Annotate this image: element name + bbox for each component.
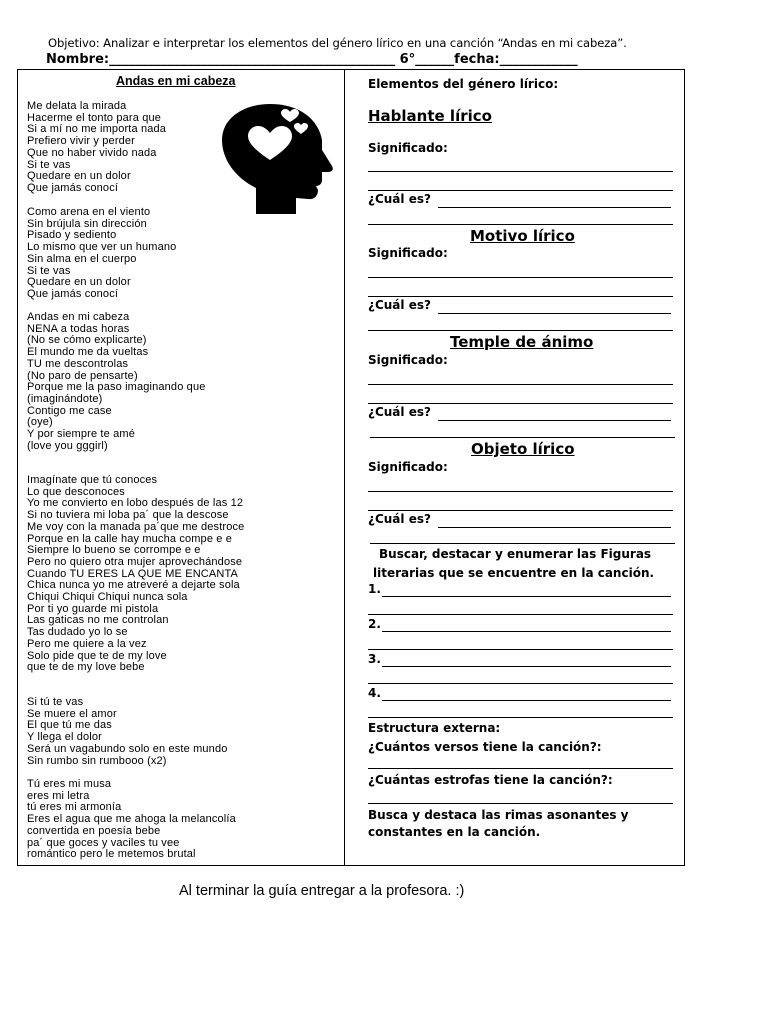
- answer-line[interactable]: [368, 384, 673, 385]
- answer-line[interactable]: [438, 420, 671, 421]
- lyrics-stanza-3: Andas en mi cabeza NENA a todas horas (No se cómo explicarte) El mundo me da vueltas TU me descontrolas (No paro de pensarte) Porque me la paso imaginando que (imaginándote) Contigo me case (oye) Y por siempre te amé (love you gggirl): [27, 311, 206, 452]
- figura-number-3: 3.: [368, 652, 381, 666]
- cual-es-label-3: ¿Cuál es?: [368, 405, 431, 419]
- rimas-instruction-line-1: Busca y destaca las rimas asonantes y: [368, 808, 629, 822]
- estrofas-question: ¿Cuántas estrofas tiene la canción?:: [368, 773, 613, 787]
- answer-line[interactable]: [368, 171, 673, 172]
- answer-line[interactable]: [368, 803, 673, 804]
- cual-es-label-4: ¿Cuál es?: [368, 512, 431, 526]
- answer-line[interactable]: [382, 596, 671, 597]
- worksheet-title: Elementos del género lírico:: [368, 77, 559, 91]
- lyrics-stanza-6: Tú eres mi musa eres mi letra tú eres mi armonía Eres el agua que me ahoga la melancolía convertida en poesía bebe pa´ que goces y vaciles tu vee romántico pero le metemos brutal: [27, 778, 236, 861]
- answer-line[interactable]: [368, 491, 673, 492]
- answer-line[interactable]: [370, 543, 675, 544]
- name-date-line: Nombre:____________________________________________ 6°______fecha:____________: [46, 52, 578, 67]
- answer-line[interactable]: [368, 330, 673, 331]
- significado-label-4: Significado:: [368, 460, 448, 474]
- answer-line[interactable]: [438, 313, 671, 314]
- heading-hablante-lirico: Hablante lírico: [368, 107, 492, 125]
- estructura-label: Estructura externa:: [368, 721, 501, 735]
- answer-line[interactable]: [368, 614, 673, 615]
- footer-note: Al terminar la guía entregar a la profesora. :): [179, 883, 465, 899]
- column-divider: [344, 69, 345, 866]
- answer-line[interactable]: [368, 717, 673, 718]
- answer-line[interactable]: [382, 666, 671, 667]
- answer-line[interactable]: [368, 403, 673, 404]
- figura-number-2: 2.: [368, 617, 381, 631]
- answer-line[interactable]: [370, 437, 675, 438]
- lyrics-stanza-1: Me delata la mirada Hacerme el tonto para que Si a mí no me importa nada Prefiero vivir y perder Que no haber vivido nada Si te vas Quedare en un dolor Que jamás conocí: [27, 100, 167, 194]
- cual-es-label-1: ¿Cuál es?: [368, 192, 431, 206]
- answer-line[interactable]: [368, 296, 673, 297]
- answer-line[interactable]: [438, 207, 671, 208]
- significado-label-3: Significado:: [368, 353, 448, 367]
- answer-line[interactable]: [368, 190, 673, 191]
- heading-motivo-lirico: Motivo lírico: [470, 227, 575, 245]
- head-with-hearts-icon: [218, 102, 340, 214]
- rimas-instruction-line-2: constantes en la canción.: [368, 825, 541, 839]
- lyrics-stanza-4: Imagínate que tú conoces Lo que desconoces Yo me convierto en lobo después de las 12 Si no tuviera mi loba pa´ que la descose Me voy con la manada pa´que me destroce Porque en la calle hay mucha compe e e Siempre lo bueno se corrompe e e Pero no quiero otra mujer aprovechándose Cuando TU ERES LA QUE ME ENCANTA Chica nunca yo me atreveré a dejarte sola Chiqui Chiqui Chiqui nunca sola Por ti yo guarde mi pistola Las gaticas no me controlan Tas dudado yo lo se Pero me quiere a la vez Solo pide que te de my love que te de my love bebe: [27, 474, 245, 674]
- significado-label-1: Significado:: [368, 141, 448, 155]
- figuras-instruction-line-2: literarias que se encuentre en la canción.: [373, 566, 655, 580]
- answer-line[interactable]: [438, 527, 671, 528]
- lyrics-stanza-2: Como arena en el viento Sin brújula sin dirección Pisado y sediento Lo mismo que ver un humano Sin alma en el cuerpo Si te vas Quedare en un dolor Que jamás conocí: [27, 206, 177, 300]
- answer-line[interactable]: [368, 277, 673, 278]
- cual-es-label-2: ¿Cuál es?: [368, 298, 431, 312]
- answer-line[interactable]: [368, 224, 673, 225]
- lyrics-stanza-5: Si tú te vas Se muere el amor El que tú me das Y llega el dolor Será un vagabundo solo en este mundo Sin rumbo sin rumbooo (x2): [27, 696, 228, 767]
- answer-line[interactable]: [382, 700, 671, 701]
- heading-temple-de-animo: Temple de ánimo: [450, 333, 594, 351]
- heading-objeto-lirico: Objeto lírico: [471, 440, 575, 458]
- significado-label-2: Significado:: [368, 246, 448, 260]
- answer-line[interactable]: [368, 683, 673, 684]
- answer-line[interactable]: [368, 649, 673, 650]
- answer-line[interactable]: [368, 768, 673, 769]
- figuras-instruction-line-1: Buscar, destacar y enumerar las Figuras: [379, 547, 652, 561]
- answer-line[interactable]: [382, 631, 671, 632]
- figura-number-4: 4.: [368, 686, 381, 700]
- versos-question: ¿Cuántos versos tiene la canción?:: [368, 740, 602, 754]
- objective-text: Objetivo: Analizar e interpretar los elementos del género lírico en una canción “Andas en mi cabeza”.: [48, 36, 627, 50]
- figura-number-1: 1.: [368, 582, 381, 596]
- song-title: Andas en mi cabeza: [116, 74, 236, 88]
- answer-line[interactable]: [368, 510, 673, 511]
